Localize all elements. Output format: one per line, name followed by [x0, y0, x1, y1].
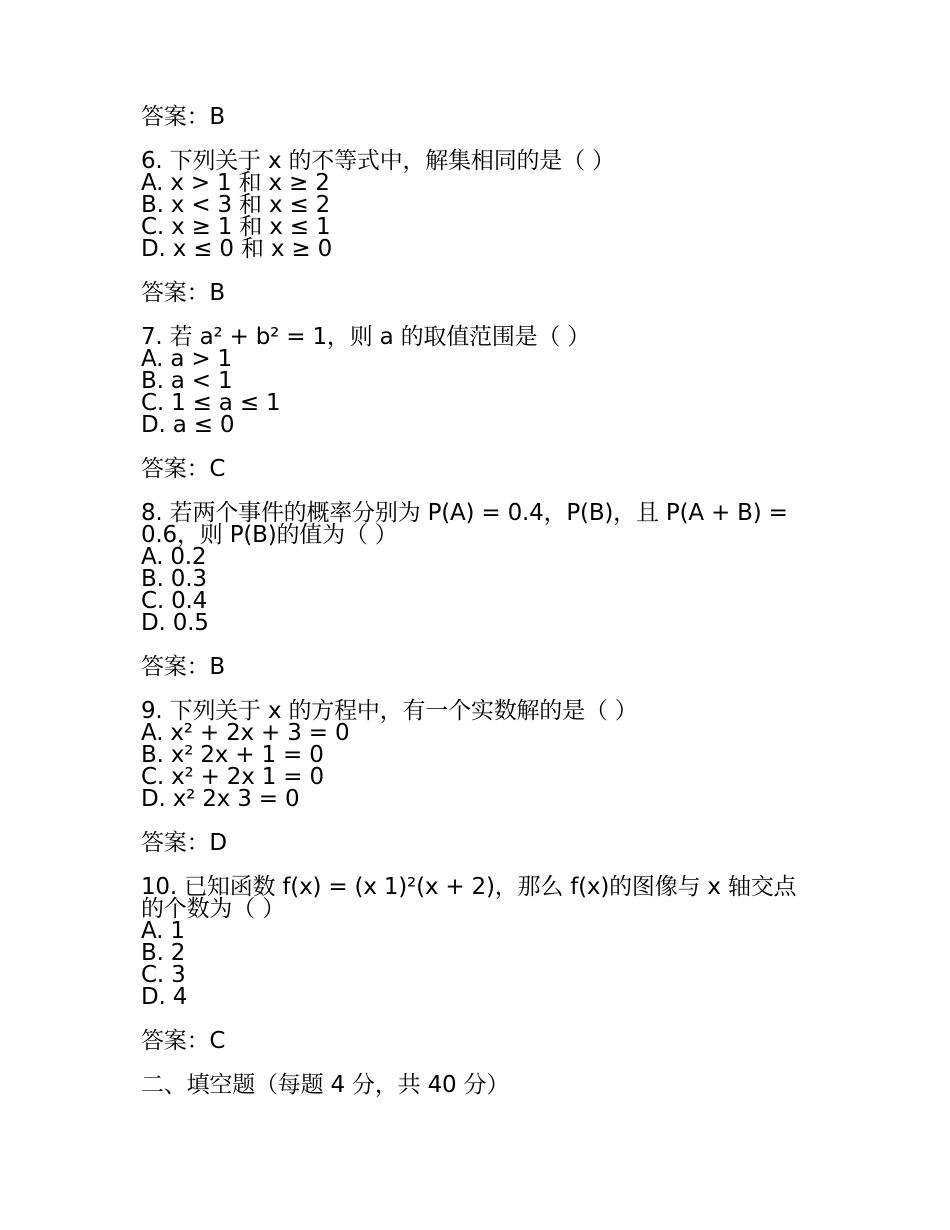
- option-c: C. x² + 2x 1 = 0: [141, 764, 324, 790]
- spacer: [141, 678, 801, 700]
- option-d: D. a ≤ 0: [141, 412, 235, 438]
- question-8: [141, 502, 801, 634]
- spacer: [141, 128, 801, 150]
- option-b: B. 0.3: [141, 566, 207, 592]
- option-a: A. 1: [141, 918, 185, 944]
- option-b: B. x < 3 和 x ≤ 2: [141, 192, 331, 218]
- question-stem: 6. 下列关于 x 的不等式中，解集相同的是（ ）: [141, 148, 615, 174]
- spacer: [141, 480, 801, 502]
- answer-line: 答案：B: [141, 280, 225, 306]
- option-a: A. x > 1 和 x ≥ 2: [141, 170, 330, 196]
- question-stem: 8. 若两个事件的概率分别为 P(A) = 0.4，P(B)，且 P(A + B) = 0.6，则 P(B)的值为（ ）: [141, 500, 788, 548]
- option-a: A. 0.2: [141, 544, 207, 570]
- question-stem: 9. 下列关于 x 的方程中，有一个实数解的是（ ）: [141, 698, 638, 724]
- option-c: C. 3: [141, 962, 186, 988]
- answer-line: 答案：C: [141, 1028, 226, 1054]
- question-10: [141, 876, 801, 1008]
- answer-line: 答案：B: [141, 654, 225, 680]
- spacer: [141, 810, 801, 832]
- answer-line: 答案：C: [141, 456, 226, 482]
- spacer: [141, 1008, 801, 1030]
- option-b: B. 2: [141, 940, 186, 966]
- option-a: A. x² + 2x + 3 = 0: [141, 720, 350, 746]
- spacer: [141, 260, 801, 282]
- question-7: [141, 326, 801, 436]
- document-content: [141, 106, 801, 1096]
- option-d: D. 4: [141, 984, 188, 1010]
- spacer: [141, 436, 801, 458]
- answer-line: 答案：B: [141, 104, 225, 130]
- option-d: D. x ≤ 0 和 x ≥ 0: [141, 236, 333, 262]
- option-d: D. x² 2x 3 = 0: [141, 786, 300, 812]
- option-a: A. a > 1: [141, 346, 232, 372]
- spacer: [141, 304, 801, 326]
- spacer: [141, 854, 801, 876]
- option-c: C. x ≥ 1 和 x ≤ 1: [141, 214, 331, 240]
- option-d: D. 0.5: [141, 610, 209, 636]
- section-heading: 二、填空题（每题 4 分，共 40 分）: [141, 1072, 510, 1098]
- spacer: [141, 1052, 801, 1074]
- question-6: [141, 150, 801, 260]
- option-b: B. a < 1: [141, 368, 233, 394]
- spacer: [141, 634, 801, 656]
- option-b: B. x² 2x + 1 = 0: [141, 742, 324, 768]
- question-stem: 7. 若 a² + b² = 1，则 a 的取值范围是（ ）: [141, 324, 591, 350]
- question-9: [141, 700, 801, 810]
- question-stem: 10. 已知函数 f(x) = (x 1)²(x + 2)，那么 f(x)的图像与 x 轴交点的个数为（ ）: [141, 874, 797, 922]
- option-c: C. 1 ≤ a ≤ 1: [141, 390, 281, 416]
- answer-line: 答案：D: [141, 830, 227, 856]
- option-c: C. 0.4: [141, 588, 208, 614]
